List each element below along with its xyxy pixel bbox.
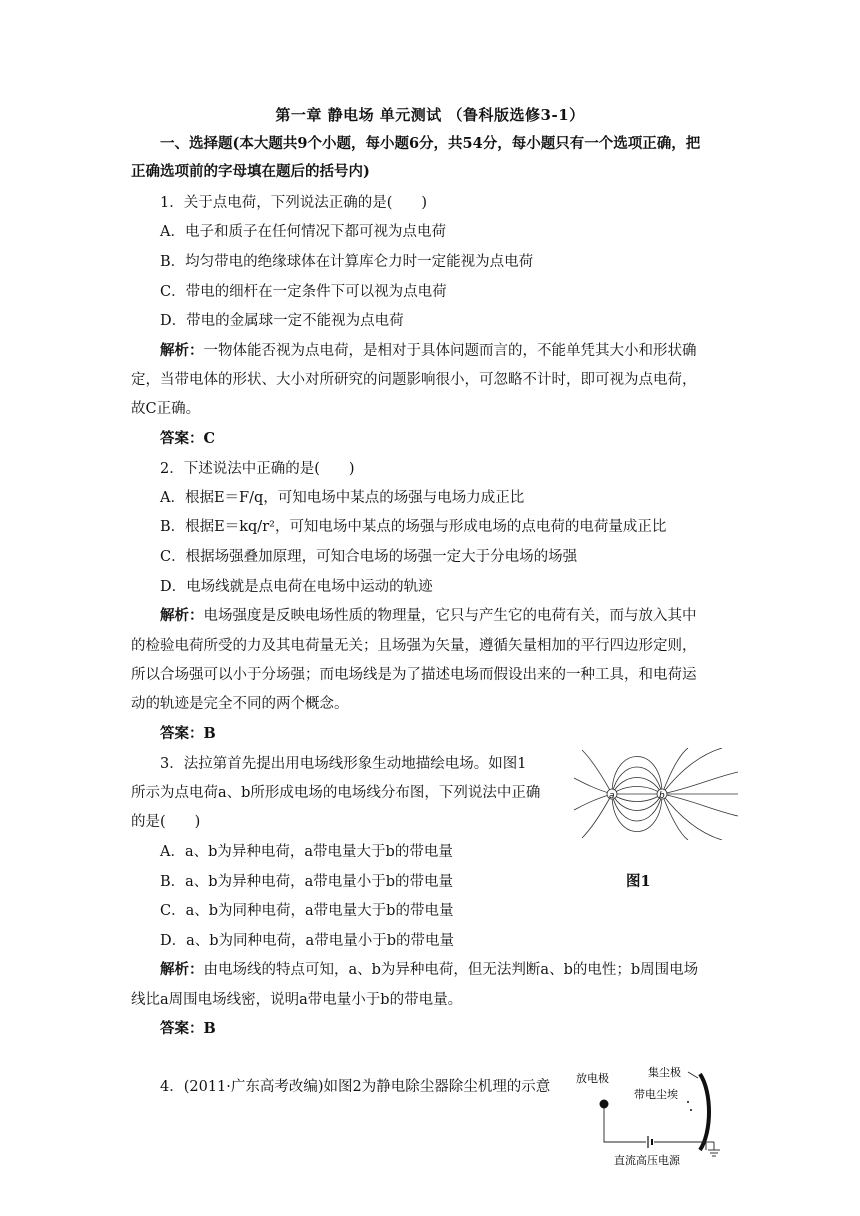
section-heading-line-2: 正确选项前的字母填在题后的括号内) bbox=[131, 163, 370, 180]
section-heading-line-1: 一、选择题(本大题共9个小题，每小题6分，共54分，每小题只有一个选项正确，把 bbox=[160, 135, 701, 152]
q2-answer: 答案：B bbox=[160, 725, 216, 742]
q2-option-a: A．根据E＝F/q，可知电场中某点的场强与电场力成正比 bbox=[160, 490, 525, 506]
collector-plate-icon bbox=[700, 1074, 709, 1150]
q1-answer: 答案：C bbox=[160, 430, 216, 447]
charged-dust-label: 带电尘埃 bbox=[634, 1088, 678, 1101]
q3-stem-line-2: 所示为点电荷a、b所形成电场的电场线分布图，下列说法中正确 bbox=[131, 785, 541, 801]
q3-option-a: A．a、b为异种电荷，a带电量大于b的带电量 bbox=[160, 844, 453, 860]
q1-option-a: A．电子和质子在任何情况下都可视为点电荷 bbox=[160, 224, 446, 240]
q1-analysis-line-3: 故C正确。 bbox=[131, 401, 201, 417]
q3-stem-line-3: 的是( ) bbox=[131, 814, 201, 830]
figure-2-precipitator bbox=[570, 1062, 740, 1172]
q2-option-c: C．根据场强叠加原理，可知合电场的场强一定大于分电场的场强 bbox=[160, 549, 578, 565]
discharge-electrode-label: 放电极 bbox=[576, 1072, 609, 1085]
collector-electrode-label: 集尘极 bbox=[648, 1066, 681, 1079]
q3-answer: 答案：B bbox=[160, 1020, 216, 1037]
q1-analysis-line-2: 定，当带电体的形状、大小对所研究的问题影响很小，可忽略不计时，即可视为点电荷， bbox=[131, 372, 697, 388]
q1-option-d: D．带电的金属球一定不能视为点电荷 bbox=[160, 313, 404, 329]
q3-option-d: D．a、b为同种电荷，a带电量小于b的带电量 bbox=[160, 933, 454, 949]
q2-analysis-label: 解析： bbox=[160, 607, 204, 624]
figure-1-field-lines bbox=[572, 748, 740, 840]
page-title: 第一章 静电场 单元测试 （鲁科版选修3-1） bbox=[275, 106, 585, 124]
q1-analysis-line-1: 解析：一物体能否视为点电荷，是相对于具体问题而言的，不能单凭其大小和形状确 bbox=[160, 342, 697, 359]
q2-option-b: B．根据E＝kq/r²，可知电场中某点的场强与形成电场的点电荷的电荷量成正比 bbox=[160, 519, 667, 535]
q1-option-b: B．均匀带电的绝缘球体在计算库仑力时一定能视为点电荷 bbox=[160, 254, 534, 270]
discharge-electrode-icon bbox=[600, 1100, 609, 1109]
q3-analysis-label: 解析： bbox=[160, 961, 204, 978]
q3-analysis-line-2: 线比a周围电场线密，说明a带电量小于b的带电量。 bbox=[131, 992, 463, 1008]
q2-analysis-line-1: 解析：电场强度是反映电场性质的物理量，它只与产生它的电荷有关，而与放入其中 bbox=[160, 607, 697, 624]
q2-analysis-line-3: 所以合场强可以小于分场强；而电场线是为了描述电场而假设出来的一种工具，和电荷运 bbox=[131, 667, 697, 683]
q2-stem: 2．下述说法中正确的是( ) bbox=[160, 461, 355, 477]
charge-a-label: a bbox=[609, 791, 615, 801]
q3-analysis-line-1: 解析：由电场线的特点可知，a、b为异种电荷，但无法判断a、b的电性；b周围电场 bbox=[160, 961, 699, 978]
charge-b-label: b bbox=[659, 791, 665, 801]
q4-stem: 4．(2011·广东高考改编)如图2为静电除尘器除尘机理的示意 bbox=[160, 1079, 551, 1095]
q2-option-d: D．电场线就是点电荷在电场中运动的轨迹 bbox=[160, 579, 433, 595]
figure-1-caption: 图1 bbox=[626, 873, 651, 890]
q2-analysis-line-4: 动的轨迹是完全不同的两个概念。 bbox=[131, 696, 349, 712]
q1-stem: 1．关于点电荷，下列说法正确的是( ) bbox=[160, 195, 428, 211]
q2-analysis-line-2: 的检验电荷所受的力及其电荷量无关；且场强为矢量，遵循矢量相加的平行四边形定则， bbox=[131, 638, 697, 654]
q3-option-b: B．a、b为异种电荷，a带电量小于b的带电量 bbox=[160, 874, 454, 890]
q3-option-c: C．a、b为同种电荷，a带电量大于b的带电量 bbox=[160, 903, 454, 919]
q1-option-c: C．带电的细杆在一定条件下可以视为点电荷 bbox=[160, 284, 447, 300]
power-supply-label: 直流高压电源 bbox=[614, 1154, 680, 1167]
q1-analysis-label: 解析： bbox=[160, 342, 204, 359]
q3-stem-line-1: 3．法拉第首先提出用电场线形象生动地描绘电场。如图1 bbox=[160, 756, 527, 772]
